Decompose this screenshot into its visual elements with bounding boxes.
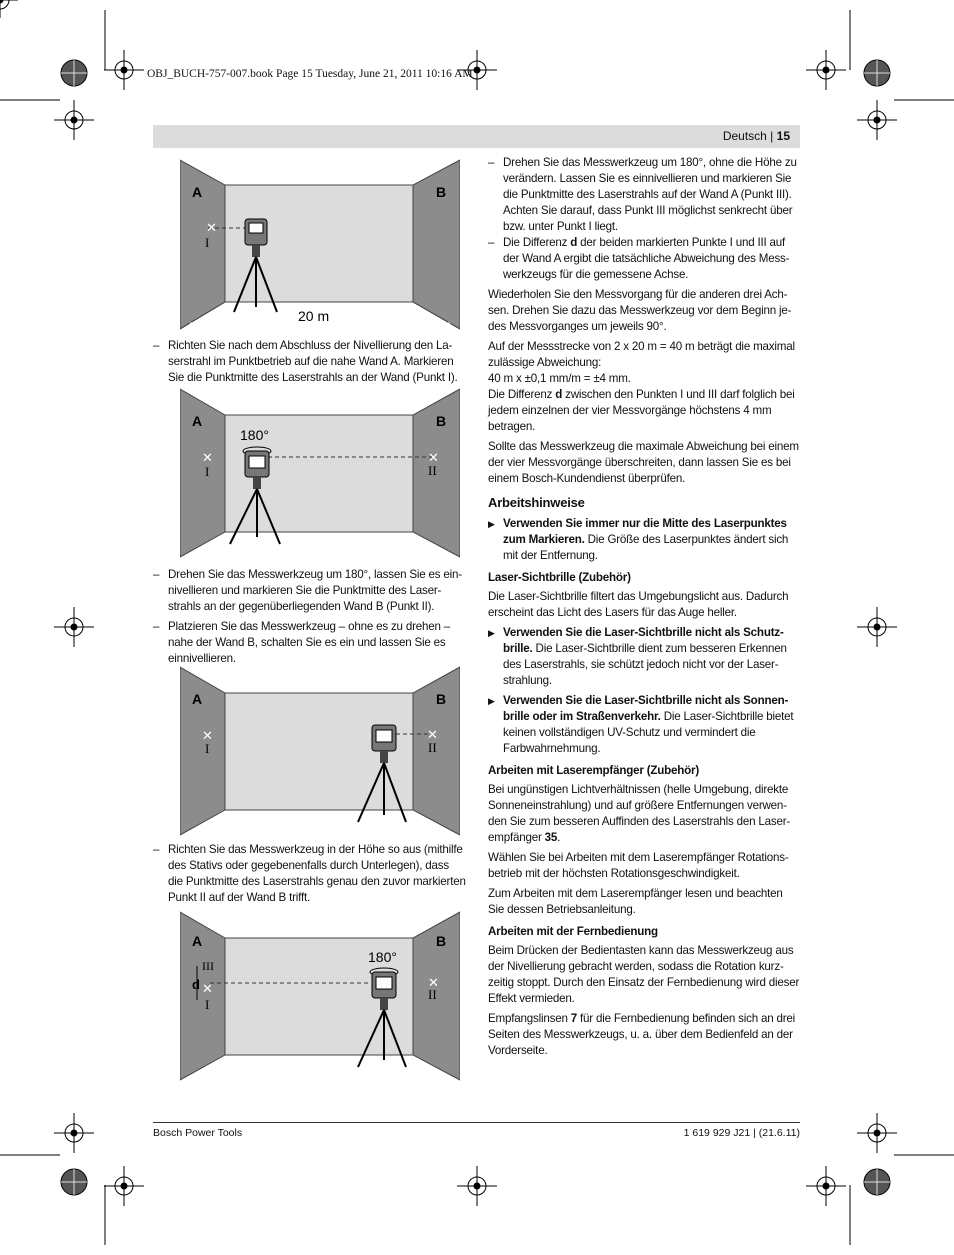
step-1-text: Richten Sie nach dem Abschluss der Nivellierung den Laserstrahl im Punktbetrieb auf die nahe Wand A. Markieren Sie die Punktmitte des Laserstrahls an der Wand (Punkt I). <box>168 339 458 384</box>
fig4-mark-ii: ✕ <box>428 975 439 990</box>
step-6-post: der beiden markierten Punkte I und III auf der Wand A ergibt die tatsächliche Abweichung des Messwerkzeugs für die gemessene Achse. <box>503 236 790 281</box>
header-text <box>723 129 790 143</box>
para-repeat: Wiederholen Sie den Messvorgang für die anderen drei Achsen. Drehen Sie dazu das Messwerkzeug vor dem Beginn jedes Messvorganges um jeweils 90°. <box>488 288 792 333</box>
left-step-1: – Richten Sie nach dem Abschluss der Nivellierung den Laserstrahl im Punktbetrieb auf die nahe Wand A. Markieren Sie die Punktmitte des Laserstrahls an der Wand (Punkt I). <box>153 339 458 384</box>
step-2-text: Drehen Sie das Messwerkzeug um 180°, lassen Sie es einnivellieren und markieren Sie die Punktmitte des Laserstrahls an der gegenüberliegenden Wand B (Punkt II). <box>168 568 463 613</box>
heading-arbeitshinweise: Arbeitshinweise <box>488 495 585 510</box>
fig4-mark-x: ✕ <box>202 981 213 996</box>
figure-1-near-wall-a <box>180 157 460 332</box>
fig1-wall-b-label: B <box>436 184 447 200</box>
tip-1-bold: Verwenden Sie immer nur die Mitte des Laserpunktes zum Markieren. <box>503 517 787 546</box>
bullet-arrow-icon: ▶ <box>488 696 495 706</box>
step-4-text: Richten Sie das Messwerkzeug in der Höhe so aus (mithilfe des Stativs oder gegebenenfalls durch Unterlegen), dass die Punktmitte des Laserstrahls genau den zuvor markierten Punkt II auf der Wand B trifft. <box>168 843 466 904</box>
file-info: OBJ_BUCH-757-007.book Page 15 Tuesday, June 21, 2011 10:16 AM <box>147 68 473 80</box>
fig1-mark-x: ✕ <box>206 220 217 235</box>
tip-3-bold: Verwenden Sie die Laser-Sichtbrille nicht als Sonnenbrille oder im Straßenverkehr. <box>503 694 789 723</box>
fig2-point-ii: II <box>428 463 437 478</box>
tip-2-bold: Verwenden Sie die Laser-Sichtbrille nicht als Schutzbrille. <box>503 626 784 655</box>
para-max-deviation: Auf der Messstrecke von 2 x 20 m = 40 m beträgt die maximal zulässige Abweichung: <box>488 340 795 369</box>
page-number: 15 <box>776 129 790 143</box>
fig2-wall-b-label: B <box>436 413 447 429</box>
tip-2-text: Die Laser-Sichtbrille dient zum besseren Erkennen des Laserstrahls, sie schützt jedoch nicht vor der Laserstrahlung. <box>503 642 787 687</box>
para-diff-post: zwischen den Punkten I und III darf folglich bei jedem einzelnen der vier Messvorgänge höchstens 4 mm betragen. <box>488 388 795 433</box>
para-anleitung: Zum Arbeiten mit dem Laserempfänger lesen und beachten Sie dessen Betriebsanleitung. <box>488 887 783 916</box>
fig3-mark-ii: ✕ <box>427 727 438 742</box>
footer-doc-number: 1 619 929 J21 | (21.6.11) <box>683 1127 800 1139</box>
fig2-point-i: I <box>205 464 210 479</box>
footer-brand: Bosch Power Tools <box>153 1127 243 1139</box>
tip-1-text: Die Größe des Laserpunktes ändert sich mit der Entfernung. <box>503 533 789 562</box>
step-5-text: Drehen Sie das Messwerkzeug um 180°, ohne die Höhe zu verändern. Lassen Sie es einnivellieren und markieren Sie die Punktmitte des Laserstrahls auf der Wand A (Punkt III). Achten Sie darauf, dass Punkt III möglichst senkrecht über bzw. unter Punkt I liegt. <box>503 156 797 233</box>
fig1-point-i: I <box>205 235 210 250</box>
para-empfaenger-bold: 35 <box>544 831 558 844</box>
para-fern-2-pre: Empfangslinsen <box>488 1012 571 1025</box>
fig2-mark-ii: ✕ <box>428 450 439 465</box>
left-steps-2-3: – Drehen Sie das Messwerkzeug um 180°, lassen Sie es einnivellieren und markieren Sie die Punktmitte des Laserstrahls an der gegenüberliegenden Wand B (Punkt II). – Platzieren Sie das Messwerkzeug – ohne es zu drehen – nahe der Wand B, schalten Sie es ein und lassen Sie es einnivellieren. <box>153 568 463 665</box>
fig2-angle-label: 180° <box>240 427 269 443</box>
figure-3-near-wall-b <box>180 665 460 837</box>
para-rotation: Wählen Sie bei Arbeiten mit dem Laserempfänger Rotationsbetrieb mit der höchsten Rotationsgeschwindigkeit. <box>488 851 789 880</box>
para-diff-pre: Die Differenz <box>488 388 556 401</box>
para-service: Sollte das Messwerkzeug die maximale Abweichung bei einem der vier Messvorgänge überschreiten, dann lassen Sie es bei einem Bosch-Kundendienst überprüfen. <box>488 440 799 485</box>
step-6-pre: Die Differenz <box>503 236 571 249</box>
fig4-angle-label: 180° <box>368 949 397 965</box>
fig1-wall-a-label: A <box>192 184 203 200</box>
para-fern-2-post: für die Fernbedienung befinden sich an drei Seiten des Messwerkzeugs, u. a. über dem Bedienfeld an der Vorderseite. <box>488 1012 796 1057</box>
figure-2-rotated-180 <box>180 387 460 559</box>
fig3-wall-a-label: A <box>192 691 203 707</box>
fig2-mark-i: ✕ <box>202 450 213 465</box>
header-separator: | <box>766 129 777 143</box>
para-sichtbrille: Die Laser-Sichtbrille filtert das Umgebungslicht aus. Dadurch erscheint das Licht des Lasers für das Auge heller. <box>488 590 789 619</box>
right-column: – Drehen Sie das Messwerkzeug um 180°, ohne die Höhe zu verändern. Lassen Sie es einnivellieren und markieren Sie die Punktmitte des Laserstrahls auf der Wand A (Punkt III). Achten Sie darauf, dass Punkt III möglichst senkrecht über bzw. unter Punkt I liegt. – Die Differenz d der beiden markierten Punkte I und III auf der Wand A ergibt die tatsächliche Abweichung des Messwerkzeugs für die gemessene Achse. Wiederholen Sie den Messvorgang für die anderen drei Achsen. Drehen Sie dazu das Messwerkzeug vor dem Beginn jedes Messvorganges um jeweils 90°. Auf der Messstrecke von 2 x 20 m = 40 m beträgt die maximal zulässige Abweichung: 40 m x ±0,1 mm/m = ±4 mm. Die Differenz d zwischen den Punkten I und III darf folglich bei jedem einzelnen der vier Messvorgänge höchstens 4 mm betragen. Sollte das Messwerkzeug die maximale Abweichung bei einem der vier Messvorgänge überschreiten, dann lassen Sie es bei einem Bosch-Kundendienst überprüfen. Arbeitshinweise ▶ Verwenden Sie immer nur die Mitte des Laserpunktes zum Markieren. Die Größe des Laserpunktes ändert sich mit der Entfernung. Laser-Sichtbrille (Zubehör) Die Laser-Sichtbrille filtert das Umgebungslicht aus. Dadurch erscheint das Licht des Lasers für das Auge heller. ▶ Verwenden Sie die Laser-Sichtbrille nicht als Schutzbrille. Die Laser-Sichtbrille dient zum besseren Erkennen des Laserstrahls, sie schützt jedoch nicht vor der Laserstrahlung. ▶ Verwenden Sie die Laser-Sichtbrille nicht als Sonnenbrille oder im Straßenverkehr. Die Laser-Sichtbrille bietet keinen vollständigen UV-Schutz und vermindert die Farbwahrnehmung. Arbeiten mit Laserempfänger (Zubehör) Bei ungünstigen Lichtverhältnissen (helle Umgebung, direkte Sonneneinstrahlung) und auf größere Entfernungen verwenden Sie zum besseren Auffinden des Laserstrahls den Laserempfänger 35. Wählen Sie bei Arbeiten mit dem Laserempfänger Rotationsbetrieb mit der höchsten Rotationsgeschwindigkeit. Zum Arbeiten mit dem Laserempfänger lesen und beachten Sie dessen Betriebsanleitung. Arbeiten mit der Fernbedienung Beim Drücken der Bedientasten kann das Messwerkzeug aus der Nivellierung gebracht werden, sodass die Rotation kurzzeitig stoppt. Durch den Einsatz der Fernbedienung wird dieser Effekt vermieden. Empfangslinsen 7 für die Fernbedienung befinden sich an drei Seiten des Messwerkzeugs, u. a. über dem Bedienfeld an der Vorderseite. <box>488 156 800 1057</box>
fig3-mark-i: ✕ <box>202 728 213 743</box>
para-empfaenger-pre: Bei ungünstigen Lichtverhältnissen (helle Umgebung, direkte Sonneneinstrahlung) und auf größere Entfernungen verwenden Sie zum besseren Auffinden des Laserstrahls den Laserempfänger <box>488 783 791 844</box>
left-step-4: – Richten Sie das Messwerkzeug in der Höhe so aus (mithilfe des Stativs oder gegebenenfalls durch Unterlegen), dass die Punktmitte des Laserstrahls genau den zuvor markierten Punkt II auf der Wand B trifft. <box>153 843 466 904</box>
para-formula: 40 m x ±0,1 mm/m = ±4 mm. <box>488 372 631 385</box>
fig3-point-i: I <box>205 741 210 756</box>
fig2-wall-a-label: A <box>192 413 203 429</box>
tip-3-text: Die Laser-Sichtbrille bietet keinen vollständigen UV-Schutz und vermindert die Farbwahrnehmung. <box>503 710 794 755</box>
fig3-wall-b-label: B <box>436 691 447 707</box>
para-fern-1: Beim Drücken der Bedientasten kann das Messwerkzeug aus der Nivellierung gebracht werden, sodass die Rotation kurzzeitig stoppt. Durch den Einsatz der Fernbedienung wird dieser Effekt vermieden. <box>488 944 800 1005</box>
bullet-arrow-icon: ▶ <box>488 519 495 529</box>
fig4-wall-b-label: B <box>436 933 447 949</box>
fig4-point-i: I <box>205 997 210 1012</box>
fig4-wall-a-label: A <box>192 933 203 949</box>
para-empfaenger-post: . <box>557 831 561 844</box>
fig4-point-ii: II <box>428 987 437 1002</box>
fig3-point-ii: II <box>428 740 437 755</box>
step-6-bold: d <box>570 236 578 249</box>
footer-rule <box>153 1122 800 1123</box>
heading-laserempfaenger: Arbeiten mit Laserempfänger (Zubehör) <box>488 764 699 777</box>
figure-4-difference-d <box>180 910 460 1082</box>
header-section: Deutsch <box>722 129 767 143</box>
heading-laser-sichtbrille: Laser-Sichtbrille (Zubehör) <box>488 571 631 584</box>
page-header <box>153 125 800 148</box>
fig4-point-iii: III <box>202 959 214 973</box>
step-3-text: Platzieren Sie das Messwerkzeug – ohne es zu drehen – nahe der Wand B, schalten Sie es ein und lassen Sie es einnivellieren. <box>168 620 450 665</box>
fig1-distance-label: 20 m <box>298 308 330 324</box>
heading-fernbedienung: Arbeiten mit der Fernbedienung <box>488 925 658 938</box>
para-diff-bold: d <box>555 388 563 401</box>
bullet-arrow-icon: ▶ <box>488 628 495 638</box>
fig4-d-label: d <box>192 977 200 992</box>
para-fern-2-bold: 7 <box>570 1012 577 1025</box>
